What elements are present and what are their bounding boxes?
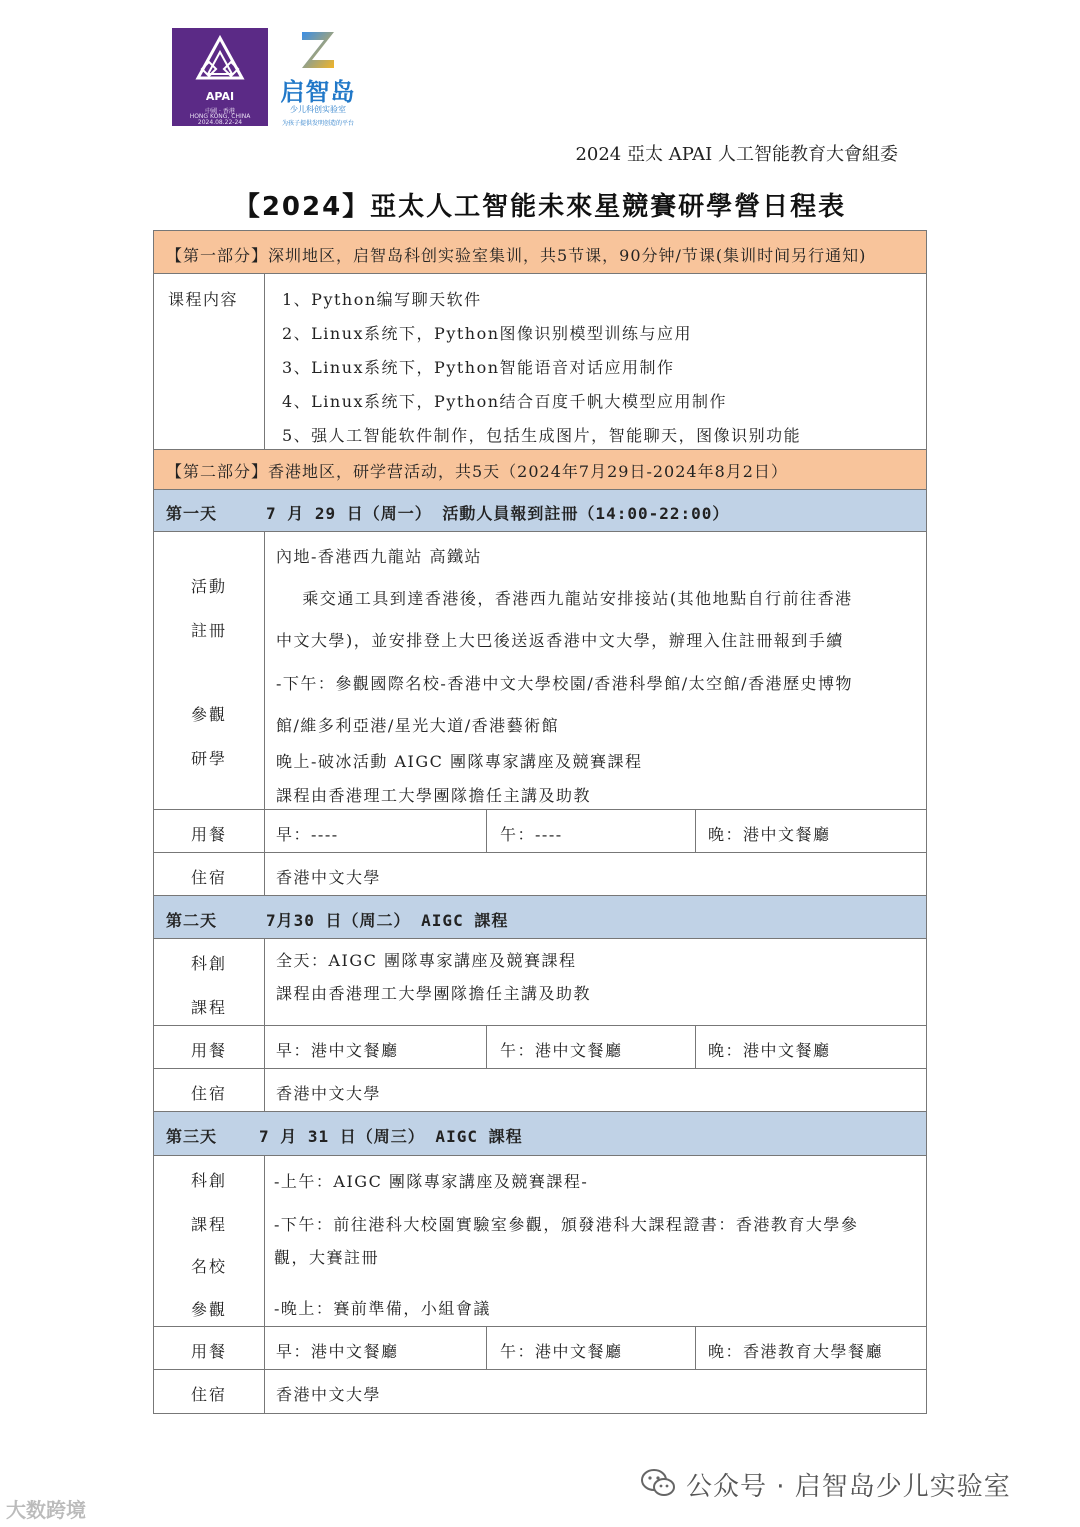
apai-line-2: HONG KONG, CHINA [189, 113, 251, 120]
qzd-sub: 少儿科创实验室 [290, 105, 346, 114]
apai-name: APAI [205, 90, 235, 103]
day3-dinner: 晚：香港教育大學餐廳 [708, 1342, 884, 1361]
day2-act-label: 科創 [190, 954, 227, 973]
part1-content-row [153, 274, 927, 450]
day1-title: 7 月 29 日（周一） 活動人員報到註冊（14:00-22:00） [266, 504, 730, 523]
day1-line: 中文大學)，並安排登上大巴後送返香港中文大學，辦理入住註冊報到手續 [276, 631, 844, 650]
day1-line: -下午：參觀國際名校-香港中文大學校園/香港科學館/太空館/香港歷史博物 [276, 674, 853, 693]
apai-line-1: 中國 · 香港 [205, 108, 235, 115]
footer-account: 公众号 · 启智岛少儿实验室 [686, 1472, 1011, 1502]
part1-item: 4、Linux系统下，Python结合百度千帆大模型应用制作 [282, 392, 728, 411]
apai-line-3: 2024.08.22-24 [197, 119, 243, 126]
part1-item: 1、Python编写聊天软件 [282, 290, 482, 309]
qzd-logo [272, 28, 364, 128]
day2-line: 全天：AIGC 團隊專家講座及競賽課程 [276, 951, 577, 970]
day3-stay-row [153, 1370, 927, 1414]
day2-meal-label: 用餐 [190, 1041, 227, 1060]
apai-logo [172, 28, 268, 126]
day3-line: -晚上：賽前準備，小組會議 [274, 1299, 491, 1318]
qzd-name: 启智岛 [280, 78, 356, 106]
day1-line: 乘交通工具到達香港後，香港西九龍站安排接站(其他地點自行前往香港 [276, 589, 853, 608]
day1-line: 內地-香港西九龍站 高鐵站 [276, 547, 482, 566]
day3-stay-label: 住宿 [190, 1385, 227, 1404]
day1-meal-label: 用餐 [190, 825, 227, 844]
part1-item: 5、强人工智能软件制作，包括生成图片，智能聊天，图像识别功能 [282, 426, 802, 445]
apai-emblem-icon [190, 34, 250, 90]
day1-act-label: 註冊 [190, 621, 227, 640]
day1-stay-row [153, 853, 927, 896]
day3-label: 第三天 [166, 1127, 218, 1146]
day2-act-label: 課程 [190, 998, 227, 1017]
day2-dinner: 晚：港中文餐廳 [708, 1041, 831, 1060]
day1-dinner: 晚：港中文餐廳 [708, 825, 831, 844]
z-logo-icon [296, 28, 340, 72]
day3-title: 7 月 31 日（周三） AIGC 課程 [259, 1127, 523, 1146]
day3-line: 觀，大賽註冊 [274, 1248, 380, 1267]
part1-item: 2、Linux系统下，Python图像识别模型训练与应用 [282, 324, 693, 343]
day1-line: 館/維多利亞港/星光大道/香港藝術館 [276, 716, 560, 735]
qzd-slogan: 为孩子提供发明创造的平台 [281, 120, 354, 127]
day3-header-row [153, 1112, 927, 1156]
day3-meal-label: 用餐 [190, 1342, 227, 1361]
day3-act-label: 課程 [190, 1215, 227, 1234]
day1-breakfast: 早：---- [276, 825, 339, 844]
day3-act-label: 參觀 [190, 1300, 227, 1319]
day1-header-row [153, 490, 927, 532]
day3-meal-row [153, 1327, 927, 1370]
day1-line: 課程由香港理工大學團隊擔任主講及助教 [276, 786, 592, 805]
part2-heading: 【第二部分】香港地区，研学营活动，共5天（2024年7月29日-2024年8月2日） [166, 462, 788, 481]
day3-lunch: 午：港中文餐廳 [500, 1342, 623, 1361]
day1-meal-row [153, 810, 927, 853]
day1-lunch: 午：---- [500, 825, 563, 844]
day2-stay-label: 住宿 [190, 1084, 227, 1103]
part1-heading-row [153, 230, 927, 274]
day2-breakfast: 早：港中文餐廳 [276, 1041, 399, 1060]
day1-stay: 香港中文大學 [276, 868, 382, 887]
day1-line: 晚上-破冰活動 AIGC 團隊專家講座及競賽課程 [276, 752, 643, 771]
day3-act-label: 名校 [190, 1257, 227, 1276]
committee-label: 2024 亞太 APAI 人工智能教育大會組委 [575, 144, 898, 165]
day2-activity-row [153, 939, 927, 1026]
day2-stay-row [153, 1069, 927, 1112]
wechat-icon [640, 1468, 676, 1498]
day1-label: 第一天 [166, 504, 218, 523]
watermark: 大数跨境 [6, 1498, 86, 1522]
part1-item: 3、Linux系统下，Python智能语音对话应用制作 [282, 358, 675, 377]
day1-act-label: 參觀 [190, 705, 227, 724]
day3-activity-row [153, 1156, 927, 1327]
day2-stay: 香港中文大學 [276, 1084, 382, 1103]
day1-activity-row [153, 532, 927, 810]
day3-line: -下午：前往港科大校園實驗室參觀，頒發港科大課程證書：香港教育大學參 [274, 1215, 859, 1234]
day2-line: 課程由香港理工大學團隊擔任主講及助教 [276, 984, 592, 1003]
day3-act-label: 科創 [190, 1171, 227, 1190]
day1-stay-label: 住宿 [190, 868, 227, 887]
day2-title: 7月30 日（周二） AIGC 課程 [266, 911, 509, 930]
day2-lunch: 午：港中文餐廳 [500, 1041, 623, 1060]
page-title: 【2024】亞太人工智能未來星競賽研學營日程表 [233, 192, 847, 222]
day3-breakfast: 早：港中文餐廳 [276, 1342, 399, 1361]
day2-header-row [153, 896, 927, 939]
day2-label: 第二天 [166, 911, 218, 930]
part1-label: 课程内容 [168, 290, 239, 309]
part2-heading-row [153, 450, 927, 490]
day2-meal-row [153, 1026, 927, 1069]
day3-line: -上午：AIGC 團隊專家講座及競賽課程- [274, 1172, 589, 1191]
day1-act-label: 活動 [190, 577, 227, 596]
day1-act-label: 研學 [190, 749, 227, 768]
part1-heading: 【第一部分】深圳地区，启智岛科创实验室集训，共5节课，90分钟/节课(集训时间另行通知) [166, 246, 867, 265]
day3-stay: 香港中文大學 [276, 1385, 382, 1404]
